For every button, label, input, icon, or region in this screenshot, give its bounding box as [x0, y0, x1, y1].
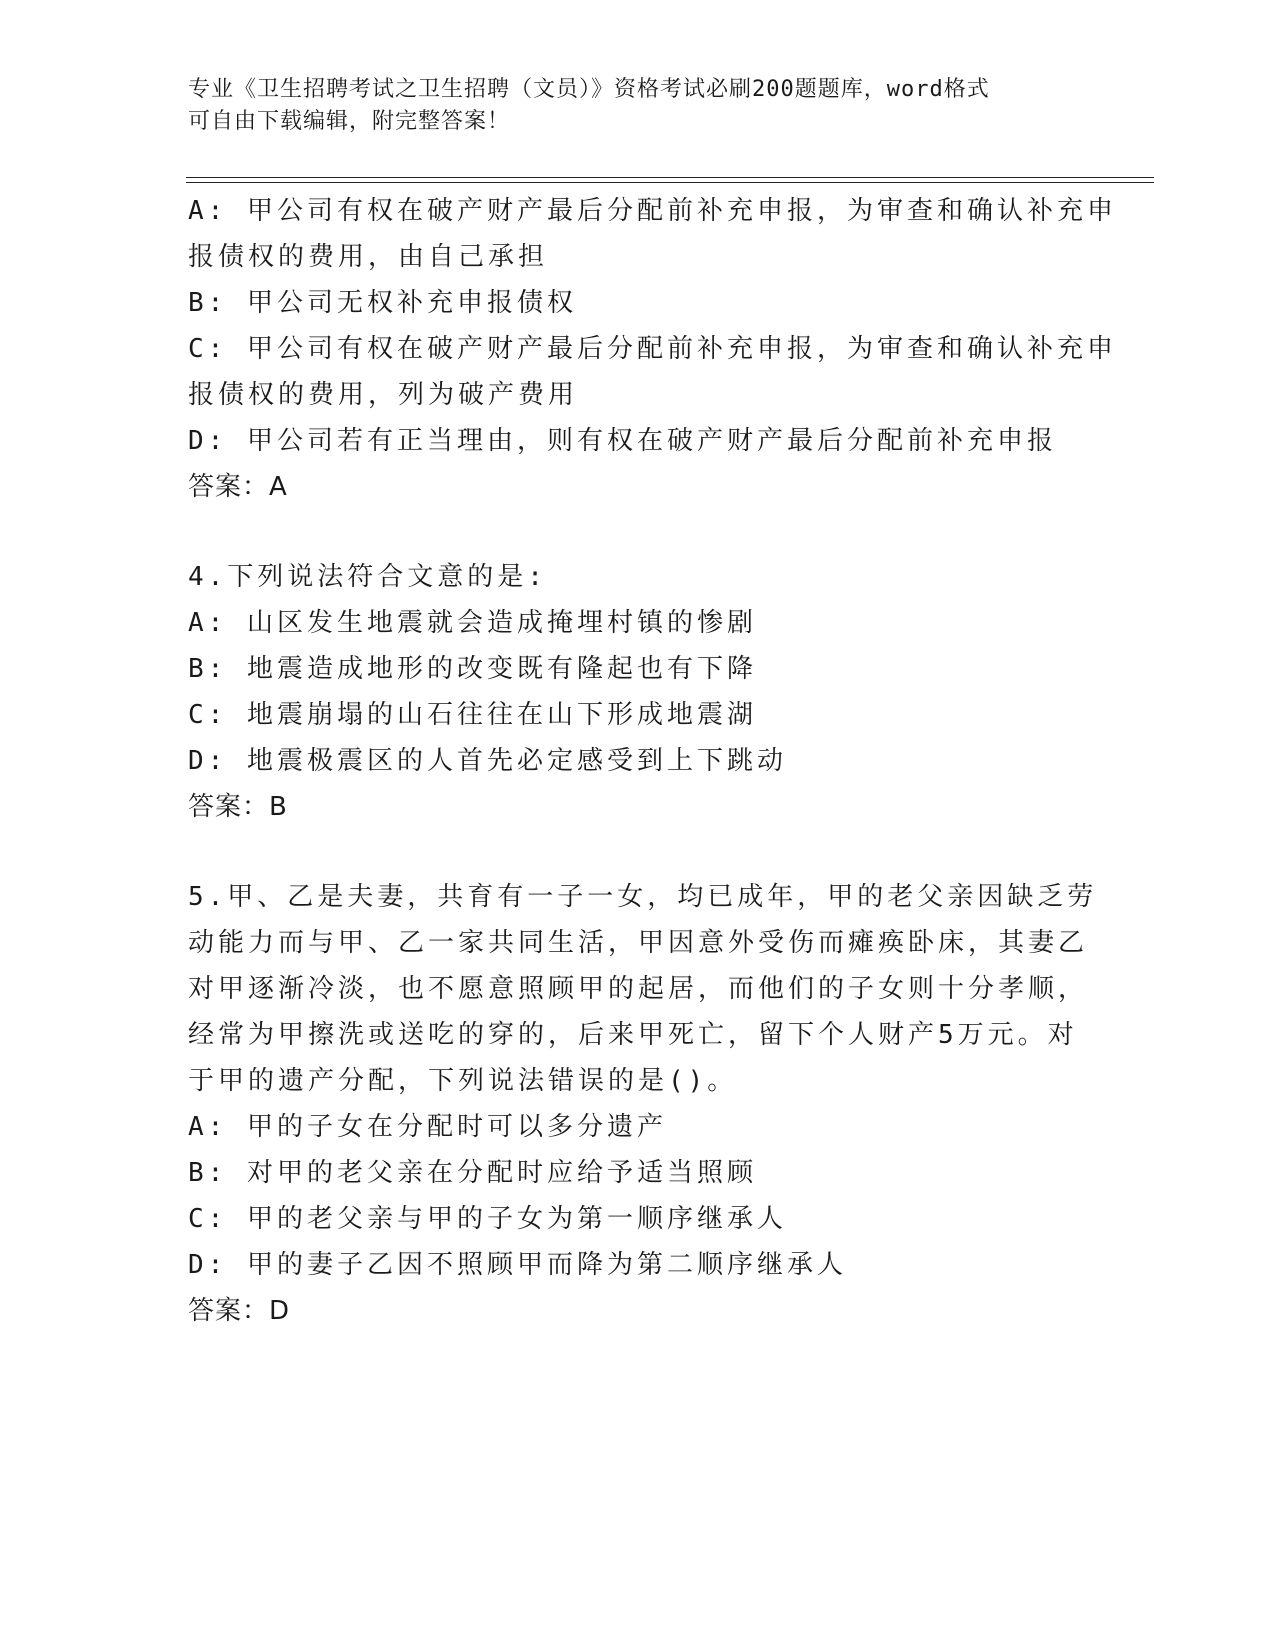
- q3-answer: 答案：A: [188, 472, 288, 502]
- q5-option-b: B: 对甲的老父亲在分配时应给予适当照顾: [188, 1158, 757, 1188]
- page-header: [188, 74, 1068, 138]
- q4-stem: 4.下列说法符合文意的是:: [188, 562, 547, 592]
- q5-stem-line-2: 动能力而与甲、乙一家共同生活，甲因意外受伤而瘫痪卧床，其妻乙: [188, 928, 1089, 958]
- q4-option-c: C: 地震崩塌的山石往往在山下形成地震湖: [188, 700, 757, 730]
- q3-option-c-line-2: 报债权的费用，列为破产费用: [188, 380, 579, 410]
- header-rule-bottom: [186, 182, 1154, 183]
- q3-option-a-line-2: 报债权的费用，由自己承担: [188, 242, 549, 272]
- header-line-2: 可自由下载编辑，附完整答案！: [188, 109, 511, 134]
- q4-option-d: D: 地震极震区的人首先必定感受到上下跳动: [188, 746, 787, 776]
- header-rule-top: [186, 177, 1154, 178]
- document-body: [188, 188, 1117, 1334]
- header-line-1: 专业《卫生招聘考试之卫生招聘（文员）》资格考试必刷200题题库，word格式: [188, 77, 990, 102]
- question-5: [188, 874, 1098, 1334]
- q5-option-c: C: 甲的老父亲与甲的子女为第一顺序继承人: [188, 1204, 787, 1234]
- q3-option-a-line-1: A: 甲公司有权在破产财产最后分配前补充申报，为审查和确认补充申: [188, 196, 1117, 226]
- q3-option-b: B: 甲公司无权补充申报债权: [188, 288, 577, 318]
- question-spacer: [188, 830, 1088, 874]
- question-4: [188, 554, 1088, 830]
- q5-answer: 答案：D: [188, 1296, 291, 1326]
- q5-option-d: D: 甲的妻子乙因不照顾甲而降为第二顺序继承人: [188, 1250, 847, 1280]
- q4-answer: 答案：B: [188, 792, 288, 822]
- q3-option-d: D: 甲公司若有正当理由，则有权在破产财产最后分配前补充申报: [188, 426, 1057, 456]
- q3-option-c-line-1: C: 甲公司有权在破产财产最后分配前补充申报，为审查和确认补充申: [188, 334, 1117, 364]
- q5-stem-line-3: 对甲逐渐冷淡，也不愿意照顾甲的起居，而他们的子女则十分孝顺，: [188, 974, 1089, 1004]
- question-3: [188, 188, 1117, 510]
- q4-option-a: A: 山区发生地震就会造成掩埋村镇的惨剧: [188, 608, 757, 638]
- question-spacer: [188, 510, 1088, 554]
- q5-stem-line-1: 5.甲、乙是夫妻，共育有一子一女，均已成年，甲的老父亲因缺乏劳: [188, 882, 1098, 912]
- q5-stem-line-4: 经常为甲擦洗或送吃的穿的，后来甲死亡，留下个人财产5万元。对: [188, 1020, 1078, 1050]
- q5-stem-line-5: 于甲的遗产分配，下列说法错误的是()。: [188, 1066, 738, 1096]
- q5-option-a: A: 甲的子女在分配时可以多分遗产: [188, 1112, 667, 1142]
- q4-option-b: B: 地震造成地形的改变既有隆起也有下降: [188, 654, 757, 684]
